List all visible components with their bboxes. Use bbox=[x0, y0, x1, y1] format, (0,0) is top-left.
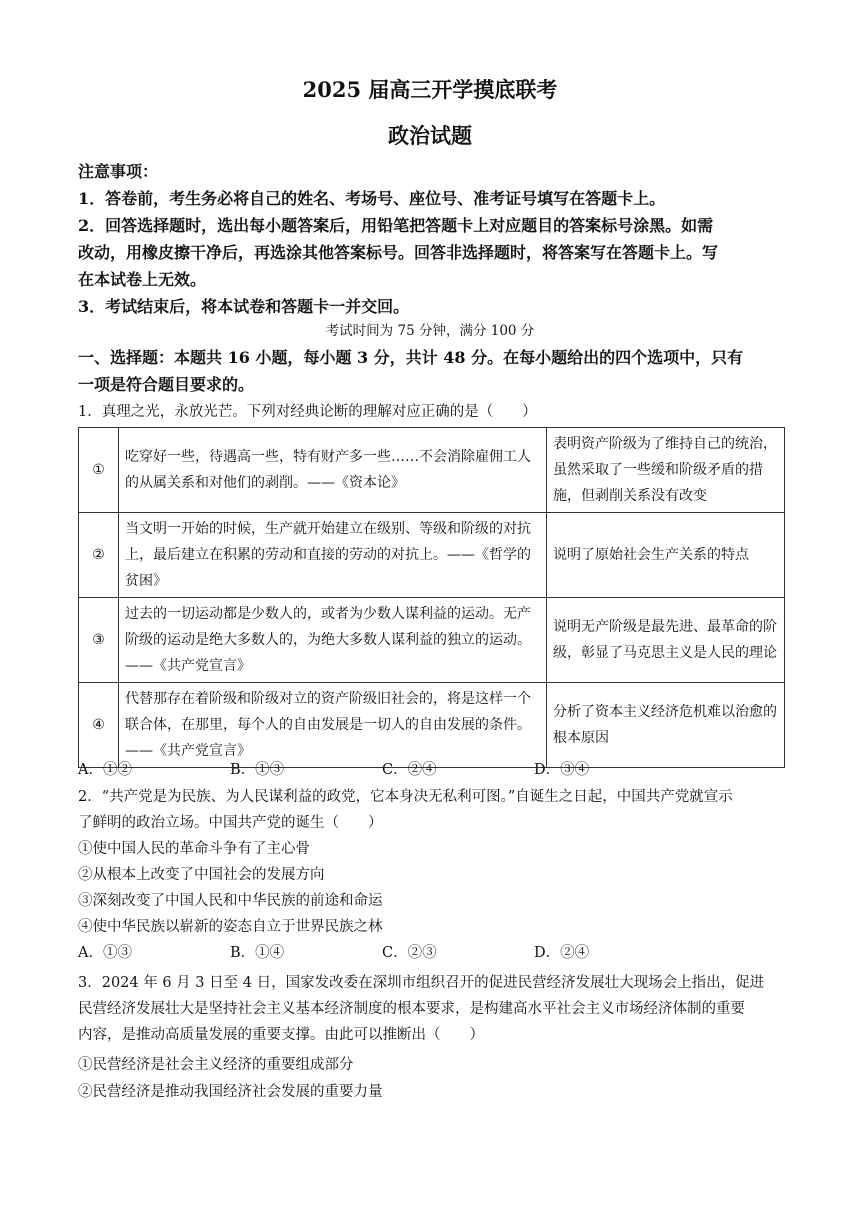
notice-line: 1．答卷前，考生务必将自己的姓名、考场号、座位号、准考证号填写在答题卡上。 bbox=[78, 189, 666, 208]
time-info: 考试时间为 75 分钟，满分 100 分 bbox=[325, 323, 535, 339]
row-number: ② bbox=[79, 513, 119, 598]
row-number: ① bbox=[79, 428, 119, 513]
question-1-stem: 1．真理之光，永放光芒。下列对经典论断的理解对应正确的是（ ） bbox=[78, 404, 537, 420]
row-note: 说明无产阶级是最先进、最革命的阶级，彰显了马克思主义是人民的理论 bbox=[547, 598, 785, 683]
question-2-item: ③深刻改变了中国人民和中华民族的前途和命运 bbox=[78, 893, 383, 909]
exam-title: 2025 届高三开学摸底联考 bbox=[302, 77, 558, 102]
question-3-stem: 3．2024 年 6 月 3 日至 4 日，国家发改委在深圳市组织召开的促进民营经济发展壮大现场会上指出，促进 bbox=[78, 975, 765, 991]
option-a: A．①③ bbox=[78, 945, 132, 961]
notice-line: 3．考试结束后，将本试卷和答题卡一并交回。 bbox=[78, 297, 410, 316]
question-3-stem: 内容，是推动高质量发展的重要支撑。由此可以推断出（ ） bbox=[78, 1027, 484, 1043]
row-number: ④ bbox=[79, 683, 119, 768]
question-2-options bbox=[78, 940, 784, 966]
question-3-item: ①民营经济是社会主义经济的重要组成部分 bbox=[78, 1057, 354, 1073]
question-3-item: ②民营经济是推动我国经济社会发展的重要力量 bbox=[78, 1084, 383, 1100]
question-3-stem: 民营经济发展壮大是坚持社会主义基本经济制度的根本要求，是构建高水平社会主义市场经济体制的重要 bbox=[78, 1001, 745, 1017]
option-a: A．①② bbox=[78, 762, 132, 778]
exam-subtitle: 政治试题 bbox=[388, 123, 472, 148]
option-d: D．②④ bbox=[534, 945, 590, 961]
row-note: 表明资产阶级为了维持自己的统治，虽然采取了一些缓和阶级矛盾的措施，但剥削关系没有改变 bbox=[547, 428, 785, 513]
row-note: 说明了原始社会生产关系的特点 bbox=[547, 513, 785, 598]
question-2-stem: 2．“共产党是为民族、为人民谋利益的政党，它本身决无私利可图。”自诞生之日起，中国共产党就宣示 bbox=[78, 789, 733, 805]
row-note: 分析了资本主义经济危机难以治愈的根本原因 bbox=[547, 683, 785, 768]
table-row bbox=[79, 598, 785, 683]
row-quote: 当文明一开始的时候，生产就开始建立在级别、等级和阶级的对抗上，最后建立在积累的劳动和直接的劳动的对抗上。——《哲学的贫困》 bbox=[119, 513, 547, 598]
option-b: B．①③ bbox=[230, 762, 285, 778]
notice-heading: 注意事项： bbox=[78, 162, 159, 181]
row-quote: 代替那存在着阶级和阶级对立的资产阶级旧社会的，将是这样一个联合体，在那里，每个人的自由发展是一切人的自由发展的条件。——《共产党宣言》 bbox=[119, 683, 547, 768]
row-quote: 吃穿好一些，待遇高一些，特有财产多一些……不会消除雇佣工人的从属关系和对他们的剥削。——《资本论》 bbox=[119, 428, 547, 513]
notice-line: 2．回答选择题时，选出每小题答案后，用铅笔把答题卡上对应题目的答案标号涂黑。如需 bbox=[78, 216, 714, 235]
notice-line: 在本试卷上无效。 bbox=[78, 270, 207, 289]
notice-line: 改动，用橡皮擦干净后，再选涂其他答案标号。回答非选择题时，将答案写在答题卡上。写 bbox=[78, 243, 719, 262]
question-2-item: ②从根本上改变了中国社会的发展方向 bbox=[78, 867, 325, 883]
question-1-table bbox=[78, 427, 785, 768]
question-2-item: ④使中华民族以崭新的姿态自立于世界民族之林 bbox=[78, 919, 383, 935]
section-heading: 一项是符合题目要求的。 bbox=[78, 375, 255, 394]
option-b: B．①④ bbox=[230, 945, 285, 961]
question-2-item: ①使中国人民的革命斗争有了主心骨 bbox=[78, 841, 310, 857]
row-quote: 过去的一切运动都是少数人的，或者为少数人谋利益的运动。无产阶级的运动是绝大多数人的，为绝大多数人谋利益的独立的运动。——《共产党宣言》 bbox=[119, 598, 547, 683]
table-row bbox=[79, 683, 785, 768]
table-row bbox=[79, 513, 785, 598]
row-number: ③ bbox=[79, 598, 119, 683]
question-1-options bbox=[78, 757, 784, 783]
section-heading: 一、选择题：本题共 16 小题，每小题 3 分，共计 48 分。在每小题给出的四个选项中，只有 bbox=[78, 348, 744, 367]
option-d: D．③④ bbox=[534, 762, 590, 778]
table-row bbox=[79, 428, 785, 513]
option-c: C．②③ bbox=[382, 945, 437, 961]
question-2-stem: 了鲜明的政治立场。中国共产党的诞生（ ） bbox=[78, 815, 383, 831]
option-c: C．②④ bbox=[382, 762, 437, 778]
